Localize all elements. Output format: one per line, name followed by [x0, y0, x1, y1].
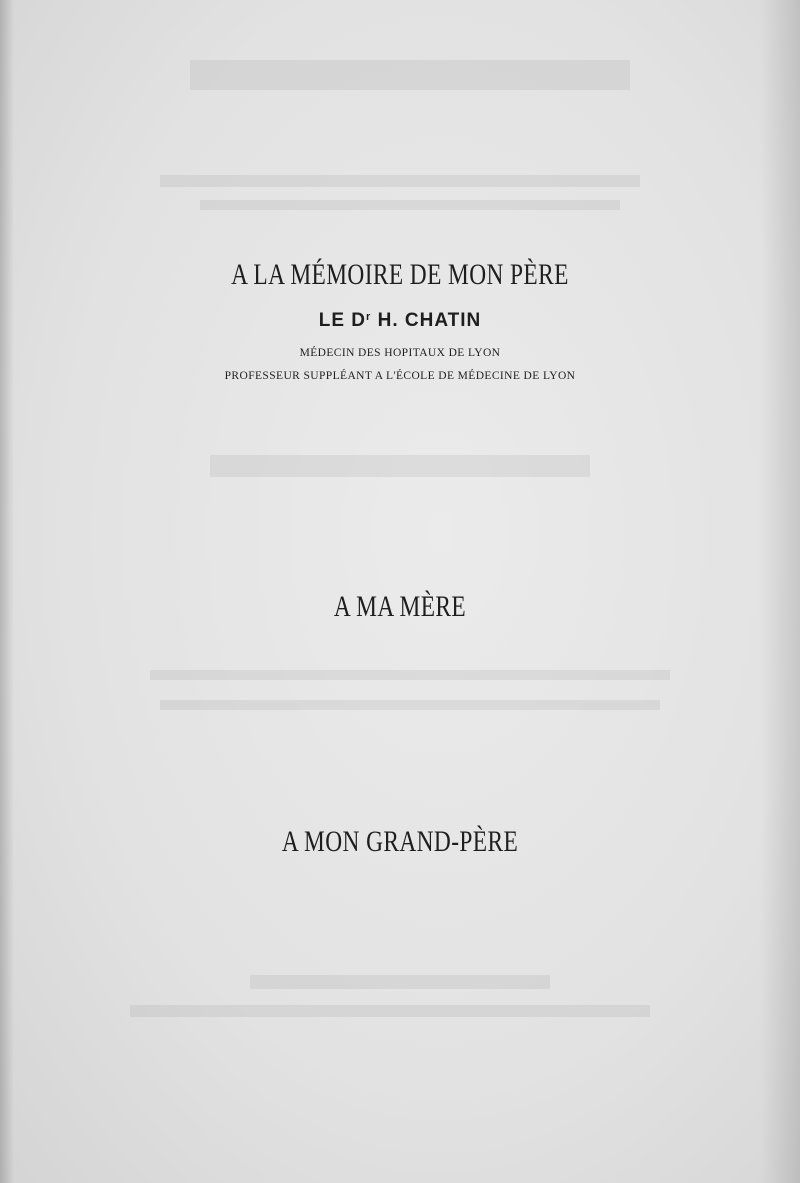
mother-dedication-heading: A MA MÈRE [333, 590, 467, 623]
grandfather-dedication-heading: A MON GRAND-PÈRE [281, 825, 519, 858]
father-name-prefix: LE D [318, 310, 367, 331]
right-edge-shadow [760, 0, 800, 1183]
father-title-line-1: MÉDECIN DES HOPITAUX DE LYON [299, 347, 501, 359]
father-title-line-2: PROFESSEUR SUPPLÉANT A L'ÉCOLE DE MÉDECINE DE LYON [224, 370, 576, 382]
father-name [0, 310, 800, 332]
left-edge-shadow [0, 0, 14, 1183]
father-name-suffix: H. CHATIN [371, 310, 482, 331]
father-name-superscript: r [366, 311, 372, 323]
father-dedication-heading: A LA MÉMOIRE DE MON PÈRE [231, 258, 569, 291]
